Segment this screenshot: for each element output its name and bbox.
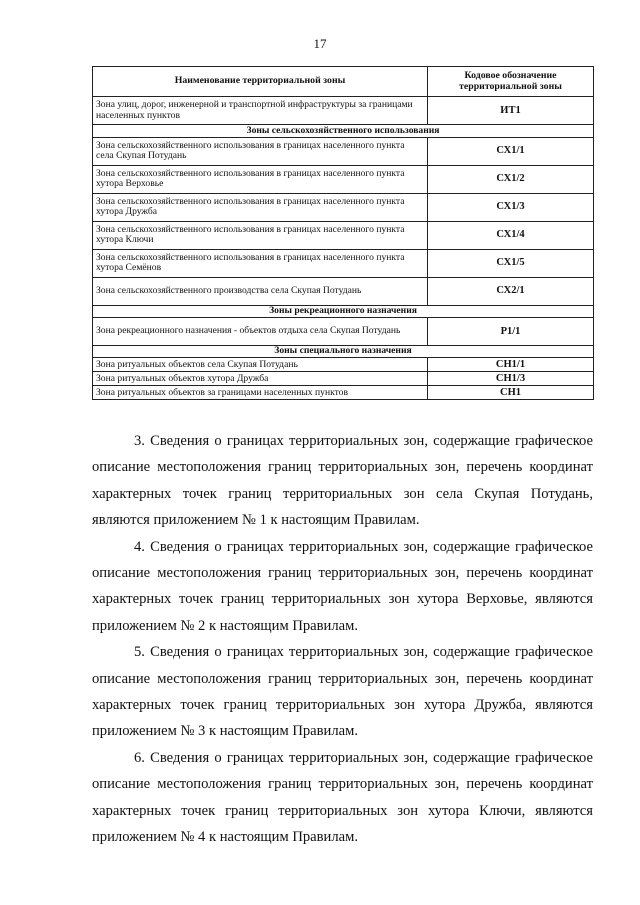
- zone-name-cell: Зона улиц, дорог, инженерной и транспортной инфраструктуры за границами населенных пунктов: [93, 97, 428, 125]
- zone-code-cell: СХ1/1: [428, 137, 594, 165]
- paragraph: 3. Сведения о границах территориальных зон, содержащие графическое описание местоположения границ территориальных зон, перечень координат характерных точек границ территориальных зон села Скупая Потудань, являются приложением № 1 к настоящим Правилам.: [92, 433, 593, 529]
- section-title: Зоны сельскохозяйственного использования: [93, 125, 594, 137]
- zone-code-cell: СХ1/5: [428, 249, 594, 277]
- header-zone-code: Кодовое обозначение территориальной зоны: [428, 67, 594, 97]
- table-row: [93, 97, 594, 125]
- table-row: [93, 317, 594, 345]
- table-row: [93, 137, 594, 165]
- table-header-row: [93, 67, 594, 97]
- section-row: [93, 305, 594, 317]
- zone-code-cell: Р1/1: [428, 317, 594, 345]
- table-row: [93, 165, 594, 193]
- table-row: [93, 249, 594, 277]
- zone-name-cell: Зона сельскохозяйственного использования в границах населенного пункта хутора Верховье: [93, 165, 428, 193]
- zone-code-cell: СХ1/4: [428, 221, 594, 249]
- zone-code-cell: СН1: [428, 386, 594, 400]
- zone-name-cell: Зона ритуальных объектов хутора Дружба: [93, 372, 428, 386]
- table-row: [93, 386, 594, 400]
- zone-name-cell: Зона рекреационного назначения - объектов отдыха села Скупая Потудань: [93, 317, 428, 345]
- zone-code-cell: СХ1/3: [428, 193, 594, 221]
- zone-code-cell: ИТ1: [428, 97, 594, 125]
- table-row: [93, 358, 594, 372]
- section-title: Зоны рекреационного назначения: [93, 305, 594, 317]
- territorial-zones-table: [92, 66, 594, 400]
- table-row: [93, 372, 594, 386]
- table-row: [93, 277, 594, 305]
- table-row: [93, 221, 594, 249]
- zone-name-cell: Зона сельскохозяйственного использования в границах населенного пункта хутора Семёнов: [93, 249, 428, 277]
- page-number: 17: [313, 36, 327, 51]
- section-title: Зоны специального назначения: [93, 345, 594, 357]
- body-text: [92, 428, 593, 851]
- zone-name-cell: Зона ритуальных объектов села Скупая Потудань: [93, 358, 428, 372]
- zone-name-cell: Зона ритуальных объектов за границами населенных пунктов: [93, 386, 428, 400]
- zone-name-cell: Зона сельскохозяйственного использования в границах населенного пункта хутора Дружба: [93, 193, 428, 221]
- zone-code-cell: СН1/1: [428, 358, 594, 372]
- zone-name-cell: Зона сельскохозяйственного использования в границах населенного пункта хутора Ключи: [93, 221, 428, 249]
- zone-code-cell: СХ1/2: [428, 165, 594, 193]
- header-zone-name: Наименование территориальной зоны: [93, 67, 428, 97]
- zone-code-cell: СН1/3: [428, 372, 594, 386]
- zone-code-cell: СХ2/1: [428, 277, 594, 305]
- section-row: [93, 125, 594, 137]
- paragraph: 4. Сведения о границах территориальных зон, содержащие графическое описание местоположения границ территориальных зон, перечень координат характерных точек границ территориальных зон хутора Верховье, являются приложением № 2 к настоящим Правилам.: [92, 538, 593, 634]
- zone-name-cell: Зона сельскохозяйственного производства села Скупая Потудань: [93, 277, 428, 305]
- paragraph: 5. Сведения о границах территориальных зон, содержащие графическое описание местоположения границ территориальных зон, перечень координат характерных точек границ территориальных зон хутора Дружба, являются приложением № 3 к настоящим Правилам.: [92, 644, 593, 740]
- zone-name-cell: Зона сельскохозяйственного использования в границах населенного пункта села Скупая Потудань: [93, 137, 428, 165]
- paragraph: 6. Сведения о границах территориальных зон, содержащие графическое описание местоположения границ территориальных зон, перечень координат характерных точек границ территориальных зон хутора Ключи, являются приложением № 4 к настоящим Правилам.: [92, 749, 593, 846]
- table-row: [93, 193, 594, 221]
- section-row: [93, 345, 594, 357]
